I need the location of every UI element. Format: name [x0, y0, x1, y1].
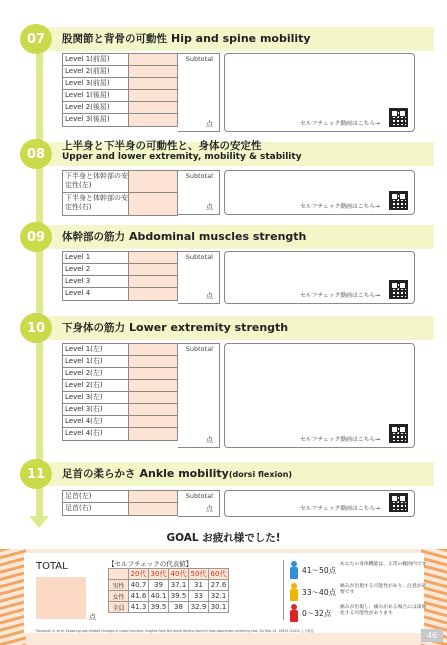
person-yellow-icon	[288, 583, 300, 601]
video-link-text: セルフチェック動画はこちら→	[299, 506, 380, 512]
subtotal-label: Subtotal	[185, 55, 213, 63]
subtotal-box-08[interactable]	[178, 170, 220, 215]
video-link-text: セルフチェック動画はこちら→	[299, 437, 380, 443]
row-header: 男性	[109, 580, 129, 591]
table-row	[63, 368, 177, 380]
score-input[interactable]	[129, 491, 177, 502]
section-header	[20, 461, 434, 487]
table-row	[63, 392, 177, 404]
legend-description: 痛みが出現し、痛みがある場合には深刻化する可能性があります	[340, 605, 427, 616]
row-header: 女性	[109, 591, 129, 602]
section-title-jp: 体幹部の筋力	[62, 231, 125, 243]
legend-item-caution	[288, 583, 428, 601]
table-row	[63, 90, 177, 102]
table-row	[63, 503, 177, 515]
table-header-row	[109, 569, 229, 580]
total-unit: 点	[89, 613, 96, 621]
video-link-box-09[interactable]	[224, 251, 415, 304]
legend-range: 0〜32点	[302, 609, 332, 618]
row-label: Level 3(左)	[63, 392, 129, 403]
timeline-arrow-icon	[29, 516, 49, 528]
goal-message: GOAL お疲れ様でした!	[166, 532, 281, 544]
column-header: 20代	[129, 569, 149, 580]
section-title-en: Ankle mobility	[139, 467, 229, 480]
total-score-input[interactable]	[36, 577, 86, 619]
subtotal-label: Subtotal	[185, 253, 213, 261]
timeline-line	[36, 48, 43, 518]
row-label: 足首(右)	[63, 503, 129, 515]
total-label: TOTAL	[36, 561, 68, 572]
table-row	[63, 380, 177, 392]
score-input[interactable]	[129, 90, 177, 101]
video-link-box-11[interactable]	[224, 490, 415, 517]
table-cell: 32.1	[209, 591, 229, 602]
section-11	[20, 461, 434, 487]
table-cell: 39	[149, 580, 169, 591]
table-cell: 39.5	[149, 602, 169, 613]
table-cell: 40.7	[129, 580, 149, 591]
section-title	[62, 141, 302, 163]
row-label: Level 1(前屈)	[63, 54, 129, 65]
footer-divider	[283, 560, 284, 620]
representative-values-title: 【セルフチェックの代表値】	[108, 560, 193, 568]
person-blue-icon	[288, 561, 300, 579]
person-red-icon	[288, 604, 300, 622]
video-link-text: セルフチェック動画はこちら→	[299, 121, 380, 127]
score-input[interactable]	[129, 171, 177, 192]
score-table-08	[62, 170, 178, 216]
table-row	[63, 54, 177, 66]
section-number-badge: 09	[20, 222, 52, 252]
column-header: 50代	[189, 569, 209, 580]
row-label: Level 4(右)	[63, 428, 129, 440]
section-title-en: Upper and lower extremity, mobility & stability	[62, 152, 302, 162]
legend-item-normal	[288, 561, 428, 579]
section-header	[20, 141, 434, 167]
table-row	[63, 288, 177, 300]
table-row	[63, 276, 177, 288]
section-08	[20, 141, 434, 167]
row-label: Level 4(左)	[63, 416, 129, 427]
row-label: Level 2	[63, 264, 129, 275]
score-input[interactable]	[129, 114, 177, 126]
table-row	[63, 252, 177, 264]
section-header	[20, 315, 434, 341]
table-cell: 30.1	[209, 602, 229, 613]
section-title-en: Lower extremity strength	[129, 321, 289, 334]
section-header	[20, 224, 434, 250]
subtotal-label: Subtotal	[185, 172, 213, 180]
section-title	[62, 229, 306, 244]
video-link-text: セルフチェック動画はこちら→	[299, 293, 380, 299]
row-label: Level 2(右)	[63, 380, 129, 391]
row-label: Level 3(後屈)	[63, 114, 129, 126]
table-row	[63, 344, 177, 356]
table-row	[109, 580, 229, 591]
qr-code-icon[interactable]	[389, 108, 408, 127]
subtotal-box-09[interactable]	[178, 251, 220, 304]
table-row	[63, 428, 177, 440]
subtotal-unit: 点	[206, 292, 213, 300]
table-row	[63, 416, 177, 428]
table-cell: 31	[189, 580, 209, 591]
section-title-en-sub: (dorsi flexion)	[228, 470, 293, 479]
row-label: 下半身と体幹部の安定性(右)	[63, 193, 129, 215]
score-input[interactable]	[129, 66, 177, 77]
subtotal-label: Subtotal	[185, 492, 213, 500]
legend-description: あなたの身体機能は、正常の範囲内です	[340, 562, 427, 567]
table-cell: 27.6	[209, 580, 229, 591]
section-title-jp: 足首の柔らかさ	[62, 468, 136, 480]
table-row	[109, 591, 229, 602]
score-input[interactable]	[129, 356, 177, 367]
subtotal-box-11[interactable]	[178, 490, 220, 517]
section-10	[20, 315, 434, 341]
score-input[interactable]	[129, 368, 177, 379]
table-row	[63, 356, 177, 368]
score-input[interactable]	[129, 380, 177, 391]
column-header: 60代	[209, 569, 229, 580]
table-row	[63, 171, 177, 193]
representative-values-table	[108, 568, 229, 613]
row-label: Level 3(前屈)	[63, 78, 129, 89]
qr-code-icon[interactable]	[389, 280, 408, 299]
subtotal-unit: 点	[206, 120, 213, 128]
subtotal-unit: 点	[206, 436, 213, 444]
legend-item-danger	[288, 604, 428, 622]
section-title-en: Abdominal muscles strength	[129, 230, 307, 243]
table-cell: 38	[169, 602, 189, 613]
score-input[interactable]	[129, 344, 177, 355]
table-cell: 37.1	[169, 580, 189, 591]
subtotal-unit: 点	[206, 505, 213, 513]
legend-range: 33〜40点	[302, 588, 337, 597]
column-header: 40代	[169, 569, 189, 580]
section-09	[20, 224, 434, 250]
section-title-jp: 上半身と下半身の可動性と、身体の安定性	[62, 140, 262, 152]
score-input[interactable]	[129, 416, 177, 427]
table-row	[63, 66, 177, 78]
column-header: 30代	[149, 569, 169, 580]
section-title-jp: 下身体の筋力	[62, 322, 125, 334]
score-input[interactable]	[129, 78, 177, 89]
section-number-badge: 11	[20, 459, 52, 489]
video-link-text: セルフチェック動画はこちら→	[299, 204, 380, 210]
section-title	[62, 320, 288, 335]
row-label: Level 3(右)	[63, 404, 129, 415]
table-cell: 32.9	[189, 602, 209, 613]
video-link-box-07[interactable]	[224, 53, 415, 132]
score-table-10	[62, 343, 178, 441]
score-input[interactable]	[129, 392, 177, 403]
table-row	[63, 404, 177, 416]
subtotal-box-10[interactable]	[178, 343, 220, 448]
row-label: Level 4	[63, 288, 129, 300]
section-07	[20, 26, 434, 52]
score-input[interactable]	[129, 503, 177, 515]
score-input[interactable]	[129, 54, 177, 65]
score-table-11	[62, 490, 178, 516]
score-table-07	[62, 53, 178, 127]
table-cell: 41.6	[129, 591, 149, 602]
qr-code-icon[interactable]	[389, 493, 408, 512]
score-input[interactable]	[129, 428, 177, 440]
subtotal-label: Subtotal	[185, 345, 213, 353]
page-number: 46	[421, 629, 443, 642]
section-header	[20, 26, 434, 52]
table-row	[63, 264, 177, 276]
subtotal-box-07[interactable]	[178, 53, 220, 132]
section-number-badge: 07	[20, 24, 52, 54]
table-cell: 39.5	[169, 591, 189, 602]
citation: Moreside, K. et al. Exploring age-related changes in motor function: insights from the ankle decline found in foot-awareness screening tool. Sci Rep 14, 18943 (2024) より改変	[36, 629, 314, 633]
score-input[interactable]	[129, 288, 177, 300]
table-corner	[109, 569, 129, 580]
section-number-badge: 10	[20, 313, 52, 343]
table-cell: 33	[189, 591, 209, 602]
legend-range: 41〜50点	[302, 566, 337, 575]
score-input[interactable]	[129, 193, 177, 215]
section-title	[62, 31, 311, 46]
row-label: Level 1(右)	[63, 356, 129, 367]
table-cell: 41.3	[129, 602, 149, 613]
qr-code-icon[interactable]	[389, 191, 408, 210]
row-label: Level 2(前屈)	[63, 66, 129, 77]
subtotal-unit: 点	[206, 203, 213, 211]
row-label: 足首(左)	[63, 491, 129, 502]
section-number-badge: 08	[20, 139, 52, 169]
row-label: Level 1	[63, 252, 129, 263]
video-link-box-08[interactable]	[224, 170, 415, 215]
section-title-en: Hip and spine mobility	[171, 32, 311, 45]
score-input[interactable]	[129, 264, 177, 275]
row-label: Level 2(後屈)	[63, 102, 129, 113]
section-title	[62, 466, 292, 481]
row-label: 下半身と体幹部の安定性(左)	[63, 171, 129, 192]
table-row	[63, 193, 177, 215]
score-input[interactable]	[129, 276, 177, 287]
footer-stripes-left	[0, 549, 26, 645]
score-input[interactable]	[129, 252, 177, 263]
row-header: 全員	[109, 602, 129, 613]
table-cell: 40.1	[149, 591, 169, 602]
score-table-09	[62, 251, 178, 301]
score-input[interactable]	[129, 404, 177, 415]
row-label: Level 1(後屈)	[63, 90, 129, 101]
qr-code-icon[interactable]	[389, 424, 408, 443]
table-row	[63, 491, 177, 503]
row-label: Level 3	[63, 276, 129, 287]
video-link-box-10[interactable]	[224, 343, 415, 448]
table-row	[63, 78, 177, 90]
table-row	[63, 114, 177, 126]
row-label: Level 2(左)	[63, 368, 129, 379]
score-input[interactable]	[129, 102, 177, 113]
row-label: Level 1(左)	[63, 344, 129, 355]
legend-description: 痛みが出現する可能性があり、注意が必要です	[340, 584, 427, 595]
section-title-jp: 股関節と背骨の可動性	[62, 33, 167, 45]
table-row	[109, 602, 229, 613]
table-row	[63, 102, 177, 114]
